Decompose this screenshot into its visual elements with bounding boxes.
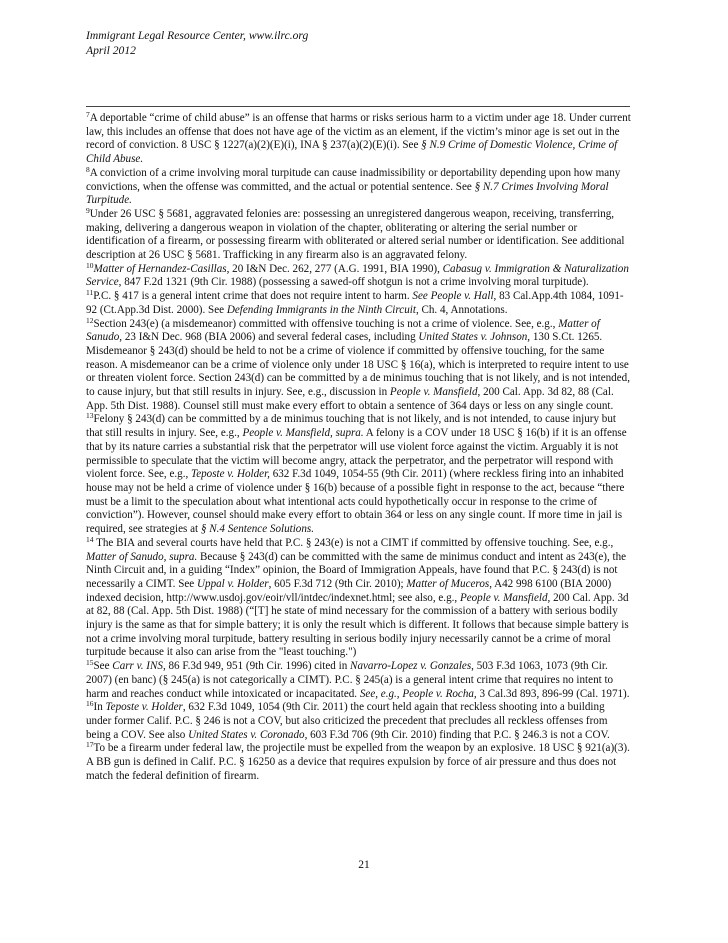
footnote-text: , Ch. 4, Annotations. — [415, 303, 508, 316]
footnote-text: , 632 F.3d 1049, 1054 (9th Cir. 2011) the court held again that reckless shooting into a building under former Calif. P.C. § 246 is not a COV, but also criticized the precedent that precludes all reckless offenses from being a COV. See also — [86, 701, 608, 741]
footnote-text: In — [93, 701, 106, 714]
footnote-marker: 8 — [86, 164, 90, 174]
footnote-text: To be a firearm under federal law, the projectile must be expelled from the weapon by an explosive. 18 USC § 921(a)(3). A BB gun is defined in Calif. P.C. § 16250 as a device that requires expulsion by force of air pressure and thus does not match the federal definition of firearm. — [86, 742, 630, 782]
citation-text: § N.9 Crime of Domestic Violence, Crime of Child Abuse. — [86, 139, 618, 166]
citation-text: See, e.g., People v. Rocha, — [359, 687, 477, 700]
citation-text: See People v. Hall — [412, 290, 494, 303]
page-number: 21 — [358, 859, 370, 871]
footnote-text: , 847 F.2d 1321 (9th Cir. 1988) (possessing a sawed-off shotgun is not a crime involving moral turpitude). — [118, 276, 589, 289]
footnote-marker: 17 — [86, 740, 94, 750]
citation-text: Matter of Muceros — [406, 577, 490, 590]
footnote-11 — [86, 290, 632, 317]
citation-text: Matter of Sanudo — [86, 317, 600, 344]
footnotes-section — [86, 112, 632, 783]
footnote-marker: 11 — [86, 288, 94, 298]
footnote-text: A felony is a COV under 18 USC § 16(b) if it is an offense that by its nature carries a substantial risk that the perpetrator will use violent force against the victim. Arguably it is not permissible to speculate that the victim will become angry, attack the perpetrator, and the perpetrator will respond with violent force. See, e.g., — [86, 427, 627, 481]
footnote-text: 3 Cal.3d 893, 896-99 (Cal. 1971). — [476, 687, 630, 700]
footnote-marker: 16 — [86, 699, 94, 709]
footnote-text: , 603 F.3d 706 (9th Cir. 2010) finding that P.C. § 246.3 is not a COV. — [304, 728, 610, 741]
footnote-text: , 130 S.Ct. 1265. Misdemeanor § 243(d) should be held to not be a crime of violence if committed by offensive touching, for the same reason. A misdemeanor can be a crime of violence only under 18 USC § 16(a), which is interpreted to require intent to use or threaten violent force. Section 243(d) can be committed by a de minimus touching that is not likely, and is not intended, to cause injury, but that still results in injury. See, e.g., discussion in — [86, 331, 630, 399]
footnote-separator — [86, 106, 630, 107]
citation-text: People v. Mansfield — [389, 386, 478, 399]
footnote-8 — [86, 164, 632, 208]
footnote-text: , 200 Cal. App. 3d at 82, 88 (Cal. App. 5th Dist. 1988) (“[T] he state of mind necessary for the commission of a battery with serious bodily injury is the same as that for simple battery; it is only the result which is different. It follows that because simple battery is not a crime involving moral turpitude, battery resulting in serious bodily injury necessarily cannot be a crime of moral turpitude because it also can arise from the "least touching.") — [86, 591, 629, 659]
footnote-text: A conviction of a crime involving moral turpitude can cause inadmissibility or deportability depending upon how many convictions, when the offense was committed, and the actual or potential sentence. See — [86, 166, 621, 193]
footnote-text: , A42 998 6100 (BIA 2000) indexed decision, http://www.usdoj.gov/eoir/vll/intdec/indexnet.html; see also, e.g., — [86, 577, 612, 604]
citation-text: Navarro-Lopez v. Gonzales — [350, 660, 472, 673]
citation-text: Defending Immigrants in the Ninth Circuit — [226, 303, 416, 316]
footnote-marker: 9 — [86, 205, 90, 215]
footnote-text: , 83 Cal.App.4th 1084, 1091-92 (Ct.App.3d Dist. 2000). See — [86, 290, 624, 316]
citation-text: Teposte v. Holder — [105, 701, 183, 714]
footnote-text: 632 F.3d 1049, 1054-55 (9th Cir. 2011) (where reckless firing into an inhabited house may not be held a crime of violence under § 16(b) because of a possible fight in response to the act, because “there must be a limit to the speculation about what intentional acts could hypothetically occur in response to the crime of conviction”). However, counsel should make every effort to obtain 364 or less on any single count. If more time in jail is required, see strategies at — [86, 468, 625, 536]
footnote-13 — [86, 413, 632, 536]
citation-text: § N.7 Crimes Involving Moral Turpitude. — [86, 180, 609, 207]
citation-text: § N.4 Sentence Solutions. — [200, 523, 314, 536]
running-header — [86, 28, 308, 58]
footnote-text: See — [93, 660, 113, 673]
footnote-marker: 13 — [86, 411, 94, 421]
citation-text: People v. Mansfield, supra. — [242, 427, 364, 440]
footnote-text: , 605 F.3d 712 (9th Cir. 2010); — [268, 577, 407, 590]
footnote-text: The BIA and several courts have held that P.C. § 243(e) is not a CIMT if committed by offensive touching. See, e.g., — [93, 536, 614, 549]
footnote-text: , 503 F.3d 1063, 1073 (9th Cir. 2007) (en banc) (§ 245(a) is not categorically a CIMT). P.C. § 245(a) is a general intent crime that requires no intent to harm and reaches conduct while intoxicated or incapacitated. — [86, 660, 614, 700]
footnote-marker: 10 — [86, 260, 94, 270]
footnote-text: Because § 243(d) can be committed with the same de minimus conduct and intent as 243(e), the Ninth Circuit and, in a guiding “Index” opinion, the Board of Immigration Appeals, have found that P.C. § 243(d) is not necessarily a CIMT. See — [86, 550, 627, 590]
citation-text: Matter of Hernandez-Casillas — [93, 262, 227, 275]
footnote-marker: 12 — [86, 315, 94, 325]
footnote-text: , 200 Cal. App. 3d 82, 88 (Cal. App. 5th Dist. 1988). Counsel still must make every effort to obtain a sentence of 364 days or less on any single count. — [86, 386, 614, 412]
footnote-text: , 23 I&N Dec. 968 (BIA 2006) and several federal cases, including — [119, 331, 419, 344]
citation-text: Uppal v. Holder — [197, 577, 269, 590]
footnote-7 — [86, 112, 632, 167]
footnote-marker: 14 — [86, 534, 94, 544]
footnote-16 — [86, 701, 632, 742]
footnote-marker: 15 — [86, 658, 94, 668]
footnote-15 — [86, 660, 632, 701]
footnote-17 — [86, 742, 632, 783]
header-date: April 2012 — [86, 44, 136, 57]
footnote-text: P.C. § 417 is a general intent crime that does not require intent to harm. — [93, 290, 413, 303]
footnote-text: A deportable “crime of child abuse” is an offense that harms or risks serious harm to a victim under age 18. Under current law, this includes an offense that does not have age of the victim as an element, if the victim’s minor age is set out in the record of conviction. 8 USC § 1227(a)(2)(E)(i), INA § 237(a)(2)(E)(i). See — [86, 112, 631, 152]
citation-text: Cabasug v. Immigration & Naturalization Service — [86, 262, 629, 289]
citation-text: Matter of Sanudo, supra. — [86, 550, 198, 563]
citation-text: Teposte v. Holder, — [191, 468, 270, 481]
citation-text: People v. Mansfield — [459, 591, 548, 604]
footnote-14 — [86, 534, 632, 660]
citation-text: Carr v. INS — [112, 660, 163, 673]
footnote-marker: 7 — [86, 110, 90, 119]
footnote-text: Section 243(e) (a misdemeanor) committed with offensive touching is not a crime of violence. See, e.g., — [93, 317, 559, 330]
footnote-10 — [86, 260, 632, 290]
footnote-text: , 86 F.3d 949, 951 (9th Cir. 1996) cited in — [162, 660, 351, 673]
footnote-9 — [86, 205, 632, 263]
footnote-text: Felony § 243(d) can be committed by a de minimus touching that is not likely, and is not intended, to cause injury but that still results in injury. See, e.g., — [86, 413, 616, 440]
citation-text: United States v. Johnson — [418, 331, 528, 344]
footnote-text: Under 26 USC § 5681, aggravated felonies are: possessing an unregistered dangerous weapon, receiving, transferring, making, delivering a dangerous weapon in violation of the chapter, obliterating or altering the serial number or identification of a firearm, or possessing firearm with obliterated or altered serial number or identification. See additional description at 26 USC § 5681. Trafficking in any firearm also is an aggravated felony. — [86, 207, 625, 262]
citation-text: United States v. Coronado — [188, 728, 305, 741]
footnote-text: , 20 I&N Dec. 262, 277 (A.G. 1991, BIA 1990), — [226, 262, 443, 275]
footnote-12 — [86, 315, 632, 414]
header-organization: Immigrant Legal Resource Center, www.ilrc.org — [86, 29, 309, 42]
